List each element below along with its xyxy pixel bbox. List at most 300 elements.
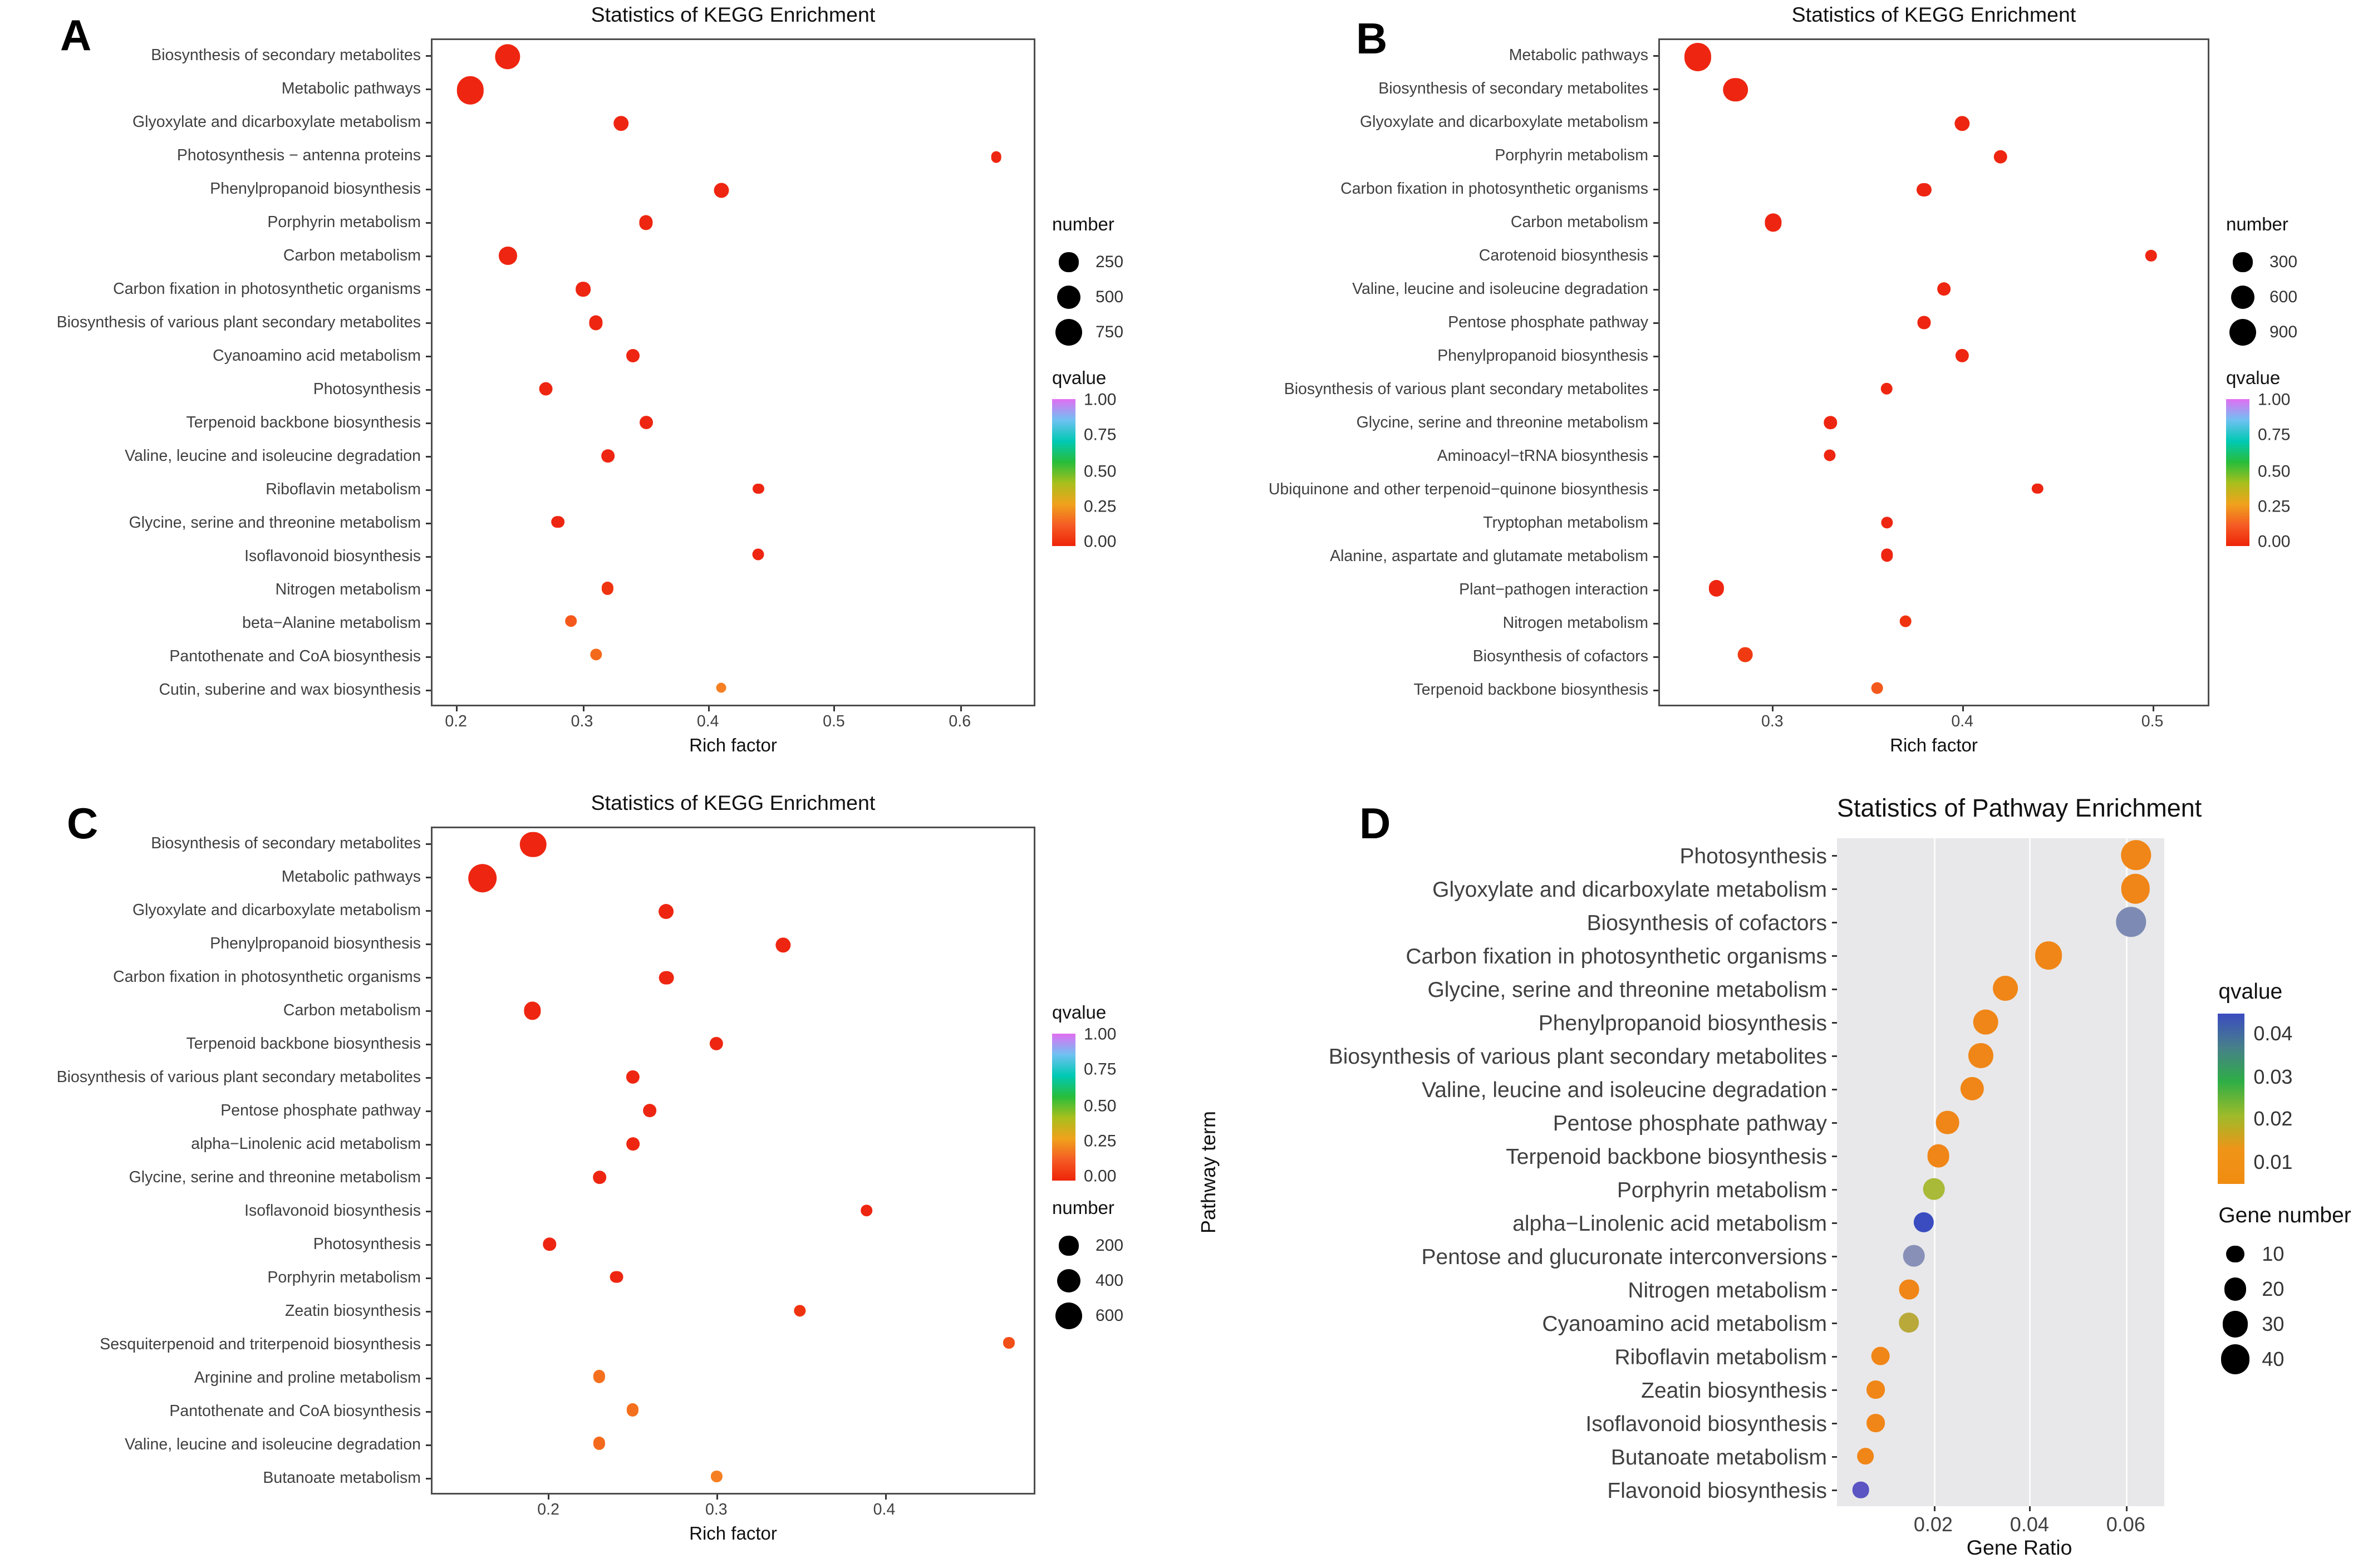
pathway-label: Butanoate metabolism — [1610, 1443, 1827, 1469]
legend-qvalue — [2226, 368, 2318, 552]
y-tick-mark — [426, 843, 431, 844]
y-tick-mark — [426, 121, 431, 123]
y-tick-mark — [426, 1010, 431, 1011]
y-tick-mark — [426, 622, 431, 624]
pathway-label: Cutin, suberine and wax biosynthesis — [159, 680, 421, 699]
y-label-row — [1237, 139, 1658, 172]
y-tick-mark — [426, 876, 431, 878]
data-point — [590, 649, 601, 661]
y-label-row — [1222, 1306, 1837, 1339]
colorbar-tick-label: 1.00 — [1084, 1026, 1117, 1045]
y-tick-mark — [426, 489, 431, 490]
chart-title: Statistics of KEGG Enrichment — [1791, 3, 2076, 27]
y-label-row — [1222, 1206, 1837, 1239]
data-point — [659, 970, 674, 985]
pathway-label: Sesquiterpenoid and triterpenoid biosynthesis — [100, 1335, 421, 1354]
pathway-label: Biosynthesis of secondary metabolites — [151, 46, 421, 65]
y-label-row — [10, 506, 431, 539]
qvalue-colorbar — [2218, 1013, 2351, 1183]
y-tick-mark — [1832, 1255, 1837, 1257]
colorbar-gradient — [1052, 1033, 1075, 1180]
data-point — [1918, 316, 1931, 329]
legend-size-circle — [2233, 253, 2252, 272]
x-tick-label: 0.3 — [1761, 713, 1784, 731]
x-tick-mark — [960, 706, 961, 711]
legend-title: qvalue — [1052, 368, 1107, 389]
x-tick-mark — [1962, 706, 1964, 711]
y-label-row — [1237, 272, 1658, 306]
y-tick-mark — [426, 522, 431, 524]
data-point — [1903, 1245, 1925, 1267]
y-tick-mark — [1653, 389, 1658, 390]
y-tick-mark — [426, 222, 431, 223]
y-tick-mark — [426, 55, 431, 56]
legend-size-label: 250 — [1096, 253, 1124, 272]
y-label-row — [10, 473, 431, 506]
y-tick-mark — [1832, 854, 1837, 856]
x-tick-label: 0.02 — [1913, 1513, 1953, 1536]
data-point — [499, 247, 517, 265]
y-tick-mark — [1832, 1389, 1837, 1390]
pathway-label: Photosynthesis — [313, 1235, 421, 1254]
y-tick-mark — [1832, 1422, 1837, 1424]
data-point — [2121, 874, 2150, 903]
pathway-label: Valine, leucine and isoleucine degradation — [1352, 279, 1648, 298]
gridline — [2126, 838, 2128, 1506]
data-point — [1960, 1077, 1983, 1100]
legend-title: number — [1052, 214, 1114, 235]
chart-title: Statistics of KEGG Enrichment — [591, 792, 876, 815]
pathway-label: alpha−Linolenic acid metabolism — [191, 1134, 421, 1153]
y-label-row — [10, 339, 431, 372]
data-point — [711, 1471, 722, 1482]
x-tick-mark — [1772, 706, 1774, 711]
legend-size-item — [1052, 315, 1144, 350]
y-label-row — [1237, 239, 1658, 272]
y-label-row — [1237, 306, 1658, 339]
colorbar-tick-label: 0.50 — [1084, 1097, 1117, 1115]
legend-size-item — [1052, 1228, 1144, 1264]
pathway-label: Riboflavin metabolism — [266, 480, 421, 499]
y-tick-mark — [426, 1377, 431, 1379]
y-tick-mark — [1653, 556, 1658, 557]
colorbar-tick-label: 0.75 — [1084, 427, 1117, 446]
y-tick-mark — [1653, 689, 1658, 691]
y-label-row — [1237, 172, 1658, 205]
x-axis — [431, 706, 1035, 735]
y-label-row — [10, 1094, 431, 1127]
pathway-label: Tryptophan metabolism — [1483, 513, 1648, 532]
x-tick-mark — [456, 706, 458, 711]
data-point — [1969, 1043, 1993, 1068]
data-point — [593, 1171, 606, 1184]
y-tick-mark — [1653, 55, 1658, 56]
y-label-row — [10, 1194, 431, 1227]
pathway-label: Carbon metabolism — [283, 1001, 421, 1020]
colorbar-tick-label: 0.03 — [2253, 1065, 2293, 1089]
pathway-label: beta−Alanine metabolism — [242, 613, 421, 632]
legend-size-circle-box — [2226, 318, 2259, 346]
data-point — [794, 1304, 805, 1316]
data-point — [601, 449, 615, 462]
pathway-label: Pantothenate and CoA biosynthesis — [169, 647, 421, 666]
pathway-label: Pantothenate and CoA biosynthesis — [169, 1402, 421, 1420]
y-tick-mark — [1832, 1355, 1837, 1357]
pathway-label: Valine, leucine and isoleucine degradation — [1422, 1076, 1827, 1102]
colorbar-gradient — [1052, 399, 1075, 545]
data-point — [1858, 1448, 1874, 1464]
pathway-label: Phenylpropanoid biosynthesis — [1538, 1009, 1827, 1035]
y-label-row — [10, 927, 431, 960]
pathway-label: Biosynthesis of various plant secondary metabolites — [56, 313, 421, 332]
x-tick-mark — [2030, 1506, 2031, 1511]
data-point — [753, 483, 764, 494]
legend-size-label: 200 — [1096, 1236, 1124, 1255]
legend-title: qvalue — [1052, 1002, 1107, 1023]
y-tick-mark — [1832, 955, 1837, 956]
data-point — [1993, 976, 2018, 1001]
colorbar-labels — [2253, 1013, 2313, 1183]
y-tick-mark — [426, 556, 431, 557]
y-tick-mark — [1653, 255, 1658, 257]
x-tick-label: 0.2 — [445, 713, 468, 731]
y-tick-mark — [1832, 1489, 1837, 1491]
x-axis-title: Rich factor — [689, 736, 777, 756]
colorbar-tick-label: 1.00 — [1084, 392, 1117, 411]
y-tick-mark — [426, 1210, 431, 1212]
y-label-row — [1222, 872, 1837, 905]
y-tick-mark — [1653, 656, 1658, 657]
y-tick-mark — [1653, 288, 1658, 290]
y-label-row — [10, 1027, 431, 1060]
data-point — [1881, 549, 1893, 561]
colorbar-tick-label: 0.25 — [1084, 1132, 1117, 1151]
legend-size-circle-box — [1052, 1269, 1085, 1292]
legend-size-item — [1052, 280, 1144, 315]
pathway-label: Ubiquinone and other terpenoid−quinone biosynthesis — [1268, 480, 1648, 499]
legend-size-label: 20 — [2262, 1277, 2285, 1301]
y-tick-mark — [1832, 1055, 1837, 1056]
legend — [1052, 985, 1144, 1352]
legend-size-circle-box — [1052, 1302, 1085, 1329]
data-point — [1937, 283, 1950, 296]
data-point — [495, 44, 520, 69]
data-point — [1899, 1280, 1919, 1299]
data-point — [1899, 1313, 1919, 1333]
data-point — [1917, 183, 1932, 197]
y-tick-mark — [426, 1410, 431, 1412]
y-tick-mark — [1653, 155, 1658, 156]
y-tick-mark — [1653, 489, 1658, 490]
data-point — [456, 76, 484, 104]
y-axis-labels — [10, 827, 431, 1495]
pathway-label: Porphyrin metabolism — [267, 213, 421, 232]
pathway-label: Carbon fixation in photosynthetic organisms — [1340, 179, 1648, 198]
y-label-row — [10, 640, 431, 673]
pathway-label: Alanine, aspartate and glutamate metabolism — [1330, 547, 1648, 566]
y-label-row — [1222, 1339, 1837, 1373]
y-tick-mark — [1832, 1088, 1837, 1090]
colorbar-tick-label: 0.75 — [1084, 1061, 1117, 1080]
pathway-label: Plant−pathogen interaction — [1459, 580, 1648, 599]
qvalue-colorbar — [1052, 1026, 1144, 1186]
data-point — [775, 937, 790, 952]
pathway-label: Cyanoamino acid metabolism — [213, 346, 421, 365]
data-point — [639, 416, 652, 429]
data-point — [1853, 1482, 1869, 1498]
data-point — [2120, 840, 2150, 869]
plot-area — [1658, 38, 2209, 706]
pathway-label: Flavonoid biosynthesis — [1607, 1477, 1827, 1502]
y-label-row — [1222, 1039, 1837, 1072]
chart-wrap — [1237, 3, 2318, 756]
y-label-row — [1237, 506, 1658, 539]
pathway-label: Porphyrin metabolism — [267, 1268, 421, 1287]
y-tick-mark — [426, 455, 431, 457]
data-point — [588, 316, 602, 330]
pathway-label: Biosynthesis of various plant secondary metabolites — [56, 1068, 421, 1087]
legend-number — [2218, 1202, 2351, 1377]
y-label-row — [1237, 105, 1658, 139]
colorbar-tick-label: 0.02 — [2253, 1107, 2293, 1131]
pathway-label: Carbon fixation in photosynthetic organisms — [113, 967, 421, 986]
data-point — [1684, 43, 1712, 71]
data-point — [1737, 647, 1752, 662]
y-label-row — [10, 1060, 431, 1094]
x-tick-label: 0.06 — [2106, 1513, 2145, 1536]
data-point — [753, 549, 764, 561]
y-label-row — [10, 406, 431, 439]
y-tick-mark — [1832, 1155, 1837, 1157]
pathway-label: Carbon metabolism — [1510, 213, 1648, 232]
y-label-row — [10, 1461, 431, 1495]
y-tick-mark — [1653, 121, 1658, 123]
pathway-label: Glyoxylate and dicarboxylate metabolism — [1432, 876, 1827, 901]
colorbar-tick-label: 1.00 — [2258, 392, 2291, 411]
panel-letter-C: C — [67, 798, 99, 848]
legend-size-item — [1052, 245, 1144, 280]
pathway-label: Butanoate metabolism — [263, 1468, 421, 1487]
pathway-label: Glycine, serine and threonine metabolism — [1356, 413, 1648, 432]
legend-size-label: 40 — [2262, 1348, 2285, 1371]
data-point — [638, 216, 652, 230]
pathway-label: Glyoxylate and dicarboxylate metabolism — [1359, 112, 1648, 131]
data-point — [564, 616, 577, 628]
pathway-label: Cyanoamino acid metabolism — [1542, 1310, 1827, 1335]
y-label-row — [1222, 1105, 1837, 1139]
y-label-row — [10, 606, 431, 640]
colorbar-tick-label: 0.04 — [2253, 1022, 2293, 1046]
panel-B — [1237, 3, 2318, 756]
y-label-row — [1237, 439, 1658, 473]
data-point — [2116, 907, 2145, 936]
x-axis — [431, 1495, 1035, 1523]
y-label-row — [10, 860, 431, 893]
pathway-label: Photosynthesis − antenna proteins — [176, 146, 421, 165]
y-label-row — [10, 105, 431, 139]
data-point — [710, 1038, 723, 1051]
y-label-row — [1237, 573, 1658, 606]
pathway-label: Glycine, serine and threonine metabolism — [129, 1168, 421, 1187]
y-label-row — [1222, 838, 1837, 872]
x-axis-title: Rich factor — [689, 1525, 777, 1545]
pathway-label: Carbon fixation in photosynthetic organisms — [113, 279, 421, 298]
panel-letter-D: D — [1359, 798, 1391, 848]
y-label-row — [10, 239, 431, 272]
x-tick-mark — [582, 706, 584, 711]
pathway-label: Pentose and glucuronate interconversions — [1421, 1243, 1827, 1269]
pathway-label: Phenylpropanoid biosynthesis — [210, 179, 421, 198]
legend-size-circle — [1055, 1302, 1082, 1329]
y-label-row — [10, 272, 431, 306]
y-tick-mark — [1653, 322, 1658, 323]
legend-size-label: 300 — [2269, 253, 2298, 272]
data-point — [626, 1071, 640, 1084]
pathway-label: Carbon metabolism — [283, 246, 421, 265]
y-label-row — [10, 1127, 431, 1161]
y-label-row — [1222, 1139, 1837, 1172]
y-label-row — [10, 372, 431, 406]
y-tick-mark — [1653, 88, 1658, 90]
y-label-row — [10, 172, 431, 205]
y-tick-mark — [426, 1110, 431, 1112]
chart-grid — [1196, 795, 2202, 1560]
y-label-row — [1237, 205, 1658, 239]
data-point — [551, 515, 564, 529]
colorbar-tick-label: 0.25 — [1084, 498, 1117, 517]
y-tick-mark — [426, 656, 431, 657]
y-tick-mark — [426, 1277, 431, 1279]
y-label-row — [1222, 1406, 1837, 1439]
colorbar-tick-label: 0.75 — [2258, 427, 2291, 446]
y-tick-mark — [1832, 1021, 1837, 1023]
gridline — [2030, 838, 2031, 1506]
y-tick-mark — [426, 1344, 431, 1345]
x-tick-mark — [834, 706, 836, 711]
legend-size-circle-box — [2226, 253, 2259, 272]
y-tick-mark — [426, 355, 431, 357]
data-point — [610, 1271, 623, 1284]
colorbar-tick-label: 0.00 — [1084, 533, 1117, 552]
legend-size-item — [1052, 1299, 1144, 1334]
panel-letter-B: B — [1356, 13, 1388, 63]
x-tick-label: 0.4 — [696, 713, 719, 731]
y-tick-mark — [1653, 355, 1658, 357]
data-point — [626, 349, 640, 362]
pathway-label: Porphyrin metabolism — [1617, 1176, 1827, 1202]
data-point — [1923, 1178, 1944, 1200]
data-point — [593, 1370, 606, 1383]
legend-size-label: 600 — [1096, 1306, 1124, 1325]
y-tick-mark — [1832, 921, 1837, 923]
y-axis-title — [1196, 838, 1222, 1506]
legend-title: number — [1052, 1198, 1114, 1218]
legend-size-circle-box — [1052, 253, 1085, 272]
data-point — [715, 683, 726, 694]
colorbar-tick-label: 0.01 — [2253, 1150, 2293, 1174]
pathway-label: Terpenoid backbone biosynthesis — [186, 1034, 421, 1053]
pathway-label: Isoflavonoid biosynthesis — [244, 1201, 421, 1220]
y-label-row — [10, 994, 431, 1027]
y-label-row — [1222, 972, 1837, 1005]
y-label-row — [10, 573, 431, 606]
qvalue-colorbar — [1052, 392, 1144, 552]
y-label-row — [1237, 606, 1658, 640]
y-tick-mark — [426, 188, 431, 190]
data-point — [576, 282, 590, 297]
data-point — [627, 1404, 639, 1416]
colorbar-tick-label: 0.00 — [1084, 1167, 1117, 1186]
colorbar-labels — [1084, 392, 1144, 552]
legend-size-circle-box — [1052, 318, 1085, 346]
y-tick-mark — [426, 1143, 431, 1145]
y-label-row — [10, 893, 431, 927]
pathway-label: Photosynthesis — [313, 380, 421, 399]
pathway-label: Porphyrin metabolism — [1495, 146, 1648, 165]
legend-qvalue — [1052, 1002, 1144, 1186]
colorbar-tick-label: 0.25 — [2258, 498, 2291, 517]
x-tick-mark — [716, 1495, 718, 1500]
legend-size-circle — [2222, 1311, 2248, 1337]
pathway-label: Carotenoid biosynthesis — [1478, 246, 1648, 265]
data-point — [1993, 150, 2007, 164]
y-tick-mark — [1653, 188, 1658, 190]
data-point — [861, 1205, 873, 1217]
legend-size-label: 400 — [1096, 1271, 1124, 1290]
y-label-row — [10, 1428, 431, 1461]
data-point — [2035, 941, 2063, 969]
data-point — [593, 1437, 606, 1449]
pathway-label: Glycine, serine and threonine metabolism — [129, 513, 421, 532]
y-label-row — [10, 1261, 431, 1294]
data-point — [1900, 616, 1912, 627]
data-point — [1974, 1010, 1999, 1035]
y-tick-mark — [1832, 888, 1837, 889]
pathway-label: Pentose phosphate pathway — [220, 1101, 421, 1120]
y-label-row — [10, 1394, 431, 1428]
y-label-row — [1237, 372, 1658, 406]
data-point — [643, 1104, 656, 1118]
pathway-label: Biosynthesis of various plant secondary metabolites — [1284, 380, 1648, 399]
data-point — [1871, 1347, 1889, 1365]
y-label-row — [1222, 1239, 1837, 1272]
x-axis-title: Gene Ratio — [1966, 1536, 2072, 1560]
legend-size-label: 600 — [2269, 288, 2298, 307]
y-tick-mark — [426, 288, 431, 290]
x-tick-mark — [548, 1495, 550, 1500]
y-tick-mark — [426, 1477, 431, 1479]
legend-size-circle-box — [2218, 1345, 2252, 1374]
y-label-row — [1237, 673, 1658, 706]
data-point — [1871, 682, 1883, 694]
panel-letter-A: A — [60, 10, 92, 60]
legend-size-label: 30 — [2262, 1313, 2285, 1336]
y-label-row — [10, 1227, 431, 1261]
pathway-label: Pentose phosphate pathway — [1553, 1109, 1827, 1135]
pathway-label: Biosynthesis of various plant secondary metabolites — [1328, 1043, 1827, 1068]
chart-wrap — [10, 3, 1144, 756]
pathway-label: Arginine and proline metabolism — [194, 1368, 421, 1387]
y-label-row — [1237, 72, 1658, 105]
y-label-row — [10, 139, 431, 172]
data-point — [543, 1237, 556, 1250]
y-tick-mark — [426, 1077, 431, 1078]
y-tick-mark — [1832, 1122, 1837, 1123]
legend-size-circle — [2224, 1278, 2247, 1301]
y-tick-mark — [426, 422, 431, 424]
legend-size-circle — [1057, 1269, 1080, 1292]
pathway-label: Pentose phosphate pathway — [1448, 313, 1648, 332]
